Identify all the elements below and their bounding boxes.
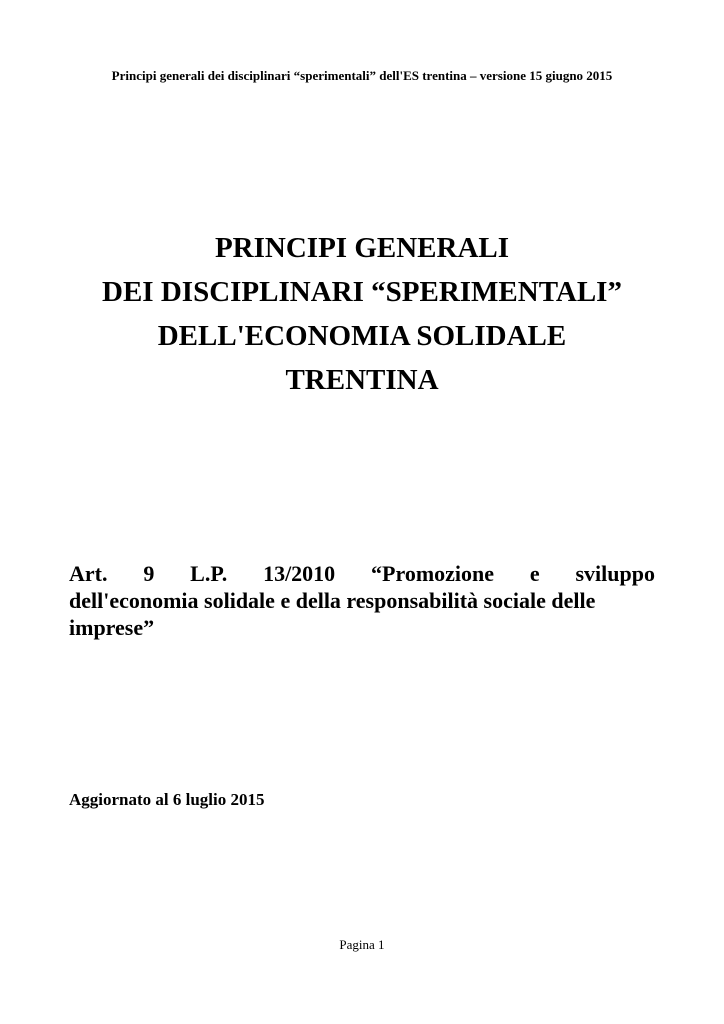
title-line-4: TRENTINA	[285, 364, 439, 396]
law-word-law-number: 13/2010	[263, 561, 336, 586]
law-reference-line-3: imprese”	[69, 615, 155, 640]
law-reference	[69, 560, 655, 641]
law-word-art: Art.	[69, 561, 108, 586]
law-word-number: 9	[143, 561, 155, 586]
title-line-3: DELL'ECONOMIA SOLIDALE	[157, 320, 567, 352]
law-word-promozione: “Promozione	[371, 561, 495, 586]
law-reference-line-1	[69, 560, 655, 587]
title-line-2: DEI DISCIPLINARI “SPERIMENTALI”	[102, 276, 622, 308]
law-reference-line-2: dell'economia solidale e della responsabilità sociale delle	[69, 588, 596, 613]
law-word-e: e	[529, 561, 540, 586]
running-header: Principi generali dei disciplinari “sperimentali” dell'ES trentina – versione 15 giugno 2015	[111, 68, 613, 83]
document-title	[40, 226, 684, 402]
page-number: Pagina 1	[339, 937, 385, 952]
title-line-1: PRINCIPI GENERALI	[214, 232, 510, 264]
law-word-sviluppo: sviluppo	[575, 561, 655, 586]
law-word-lp: L.P.	[190, 561, 228, 586]
update-date: Aggiornato al 6 luglio 2015	[69, 790, 265, 809]
